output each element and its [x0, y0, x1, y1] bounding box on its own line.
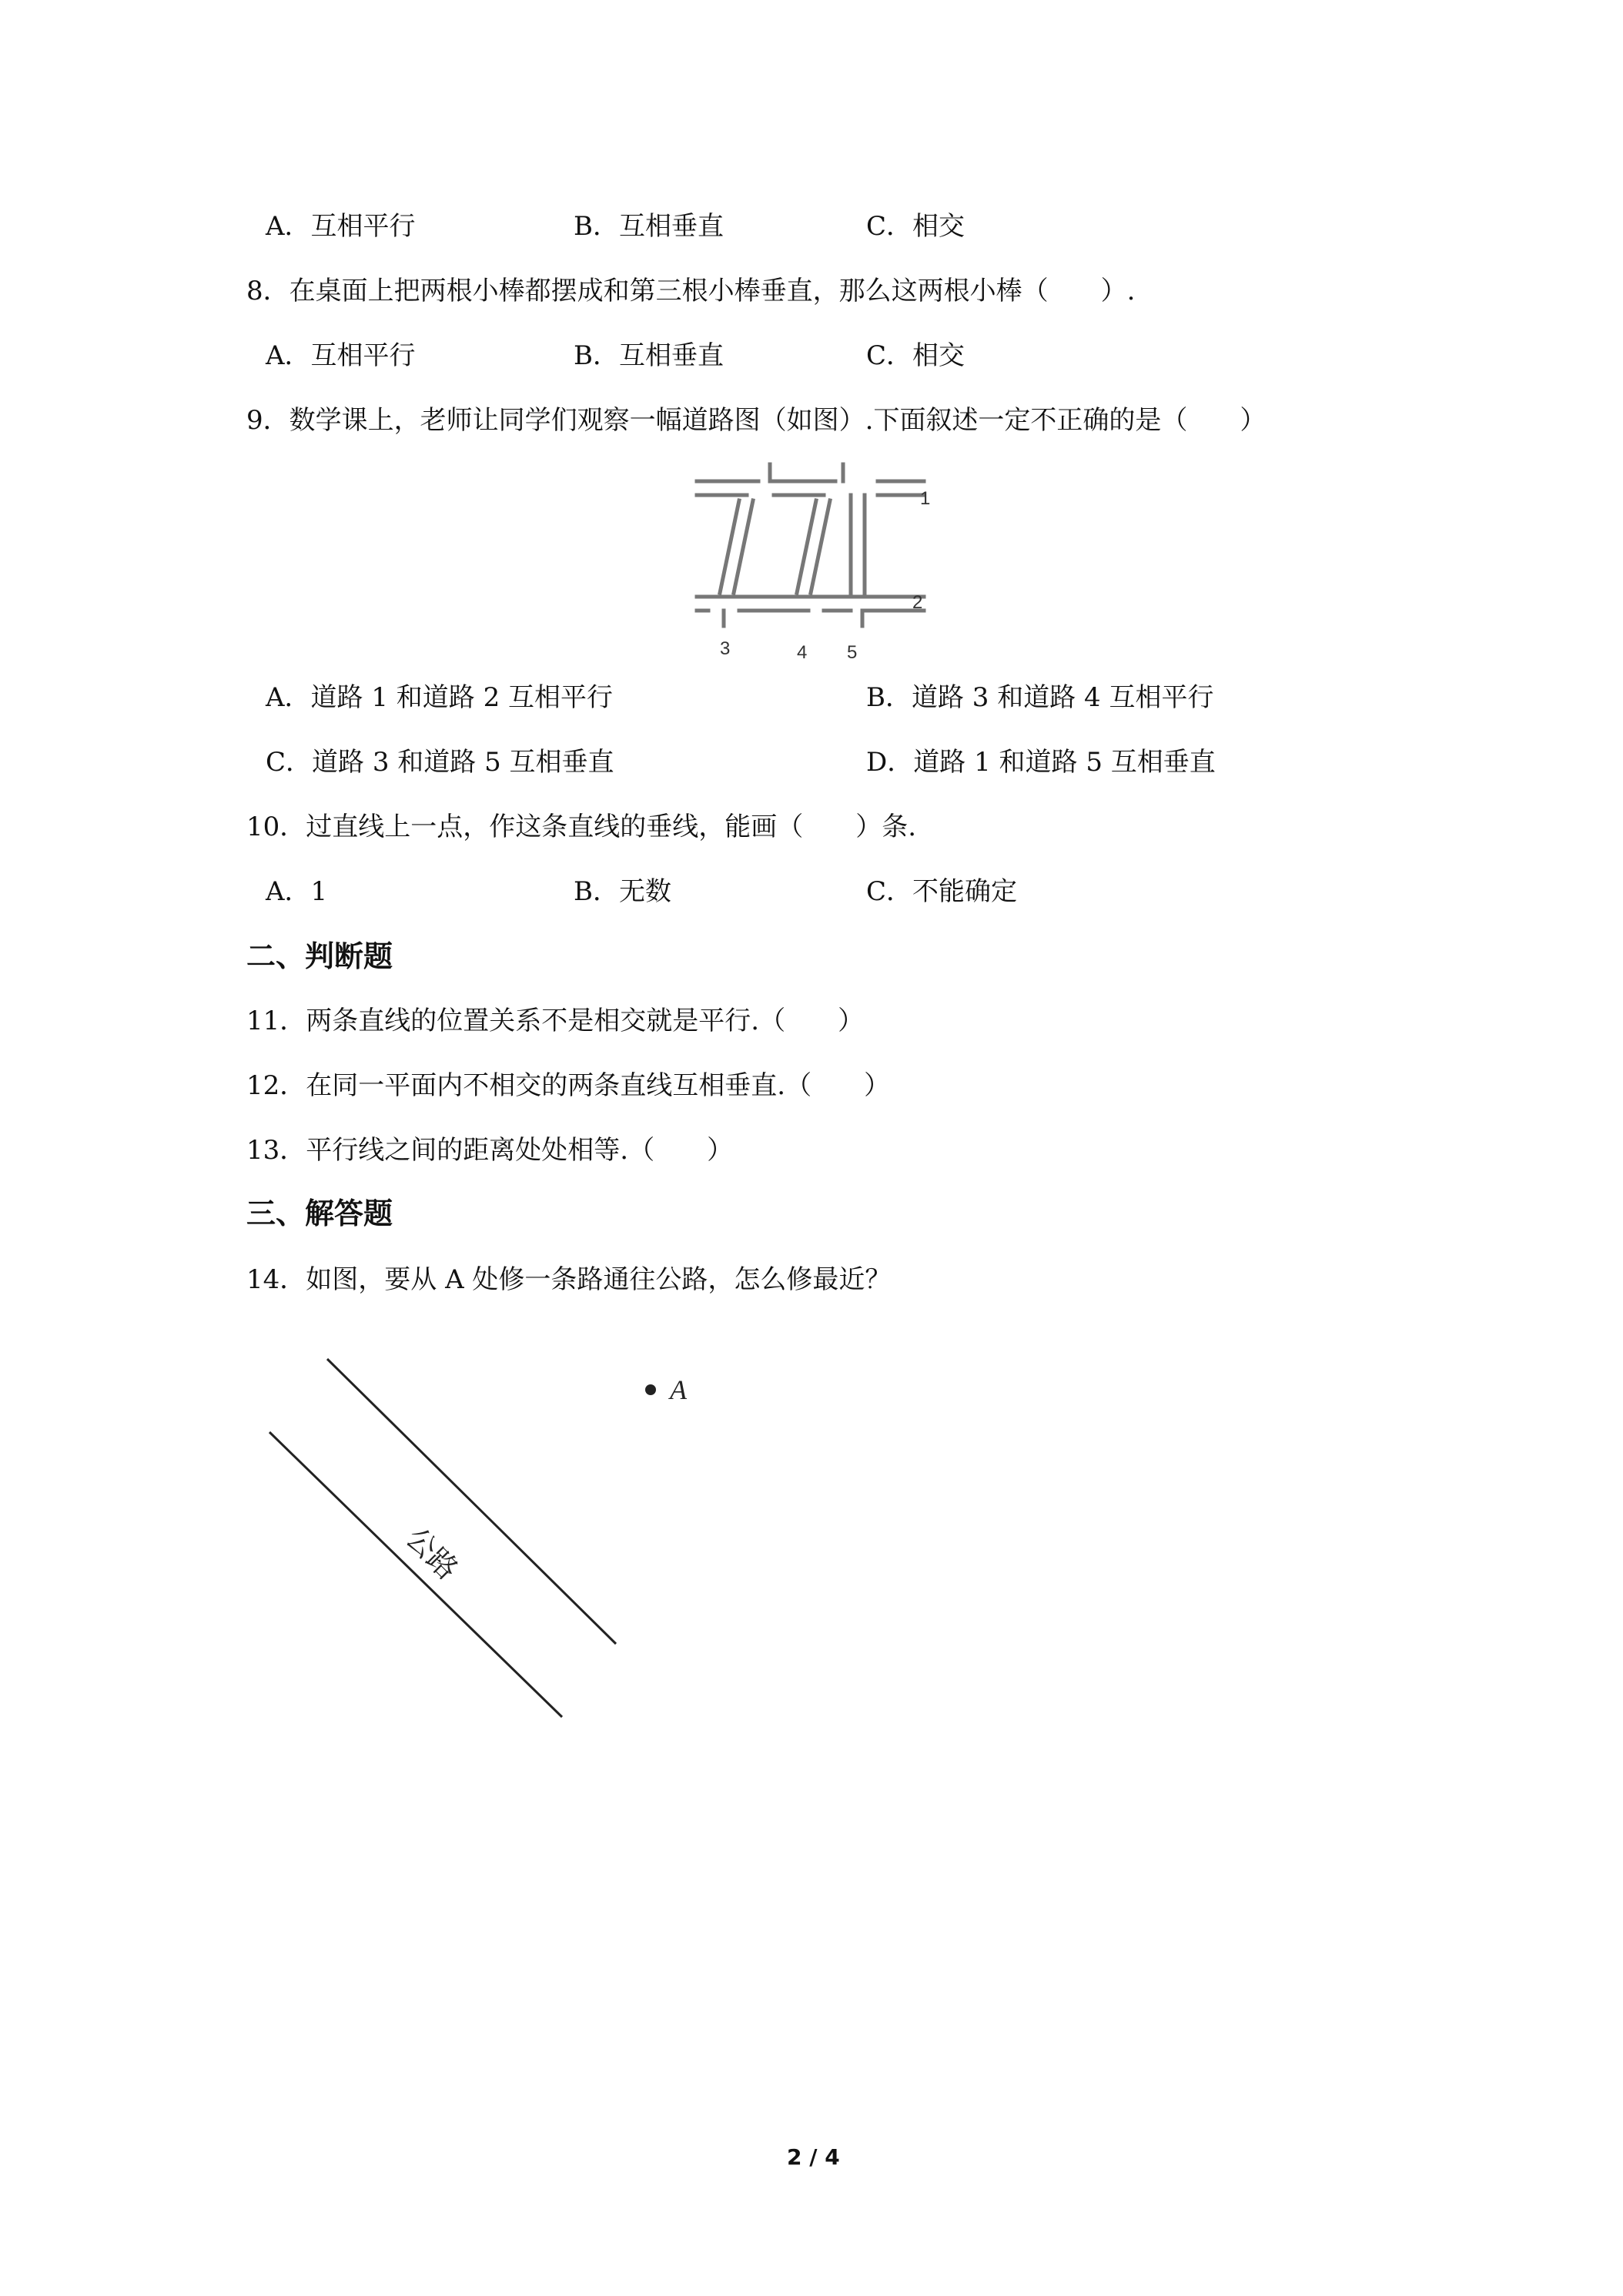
road-4-label: 4	[797, 642, 808, 663]
road-2-label: 2	[912, 592, 923, 613]
q7-option-a: A．互相平行	[266, 211, 416, 242]
q8-stem: 8．在桌面上把两根小棒都摆成和第三根小棒垂直，那么这两根小棒（ ）.	[246, 276, 1136, 306]
road-1-label: 1	[920, 488, 931, 509]
q7-option-b: B．互相垂直	[574, 211, 724, 242]
road-and-point-figure	[254, 1340, 716, 1740]
q13-stem: 13．平行线之间的距离处处相等.（ ）	[246, 1135, 734, 1166]
q7-option-c: C．相交	[866, 211, 965, 242]
road-map-figure	[693, 458, 947, 666]
q12-stem: 12．在同一平面内不相交的两条直线互相垂直.（ ）	[246, 1070, 891, 1101]
q8-option-b: B．互相垂直	[574, 340, 724, 371]
q14-stem: 14．如图，要从 A 处修一条路通往公路，怎么修最近？	[246, 1264, 892, 1295]
q9-option-c: C．道路 3 和道路 5 互相垂直	[266, 747, 614, 778]
q9-option-b: B．道路 3 和道路 4 互相平行	[866, 682, 1214, 713]
point-a-label: A	[670, 1374, 687, 1405]
section-3-title: 三、解答题	[246, 1197, 393, 1230]
section-2-title: 二、判断题	[246, 939, 393, 973]
q9-option-a: A．道路 1 和道路 2 互相平行	[266, 682, 614, 713]
road-5-label: 5	[847, 642, 858, 663]
page-number: 2 / 4	[787, 2144, 840, 2170]
q9-option-d: D．道路 1 和道路 5 互相垂直	[866, 747, 1216, 778]
q8-option-a: A．互相平行	[266, 340, 416, 371]
point-a-marker	[645, 1384, 656, 1395]
q10-option-c: C．不能确定	[866, 876, 1018, 907]
q11-stem: 11．两条直线的位置关系不是相交就是平行.（ ）	[246, 1006, 865, 1036]
q9-stem: 9．数学课上，老师让同学们观察一幅道路图（如图）.下面叙述一定不正确的是（ ）	[246, 405, 1267, 436]
q10-option-b: B．无数	[574, 876, 671, 907]
q10-stem: 10．过直线上一点，作这条直线的垂线，能画（ ）条.	[246, 812, 917, 842]
road-label: 公路	[399, 1521, 465, 1587]
q8-option-c: C．相交	[866, 340, 965, 371]
road-3-label: 3	[720, 638, 731, 659]
q10-option-a: A．1	[266, 876, 328, 907]
